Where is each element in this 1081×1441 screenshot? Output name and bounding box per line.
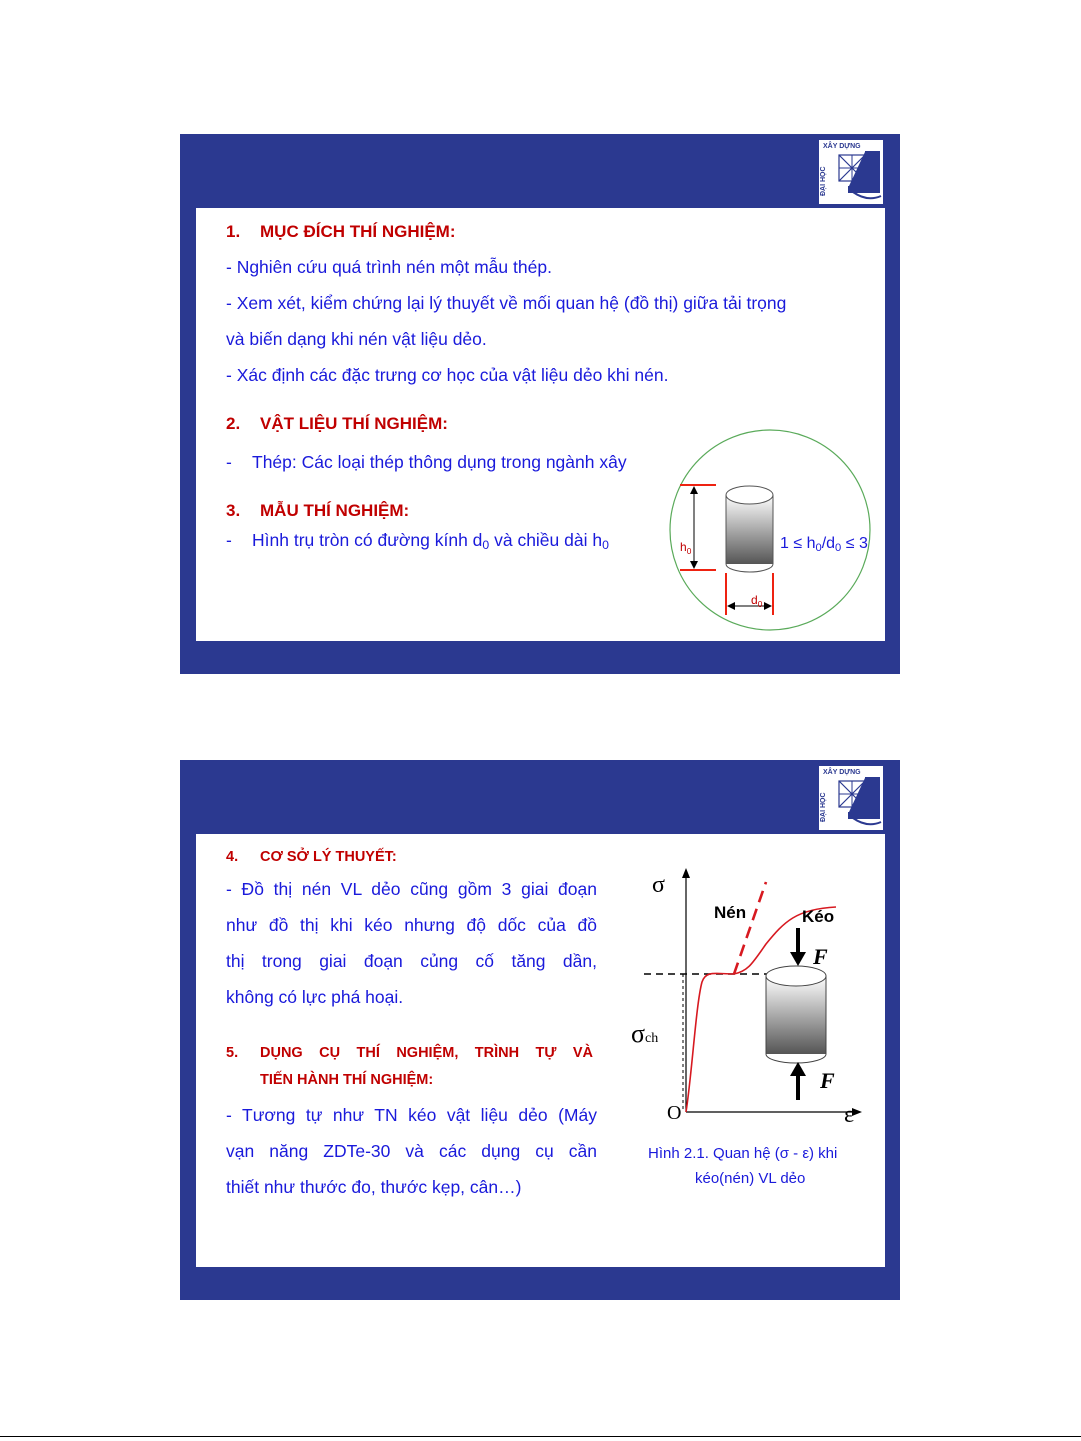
- specimen-label-h: $h_0$: [680, 540, 692, 556]
- section-4-line-4: không có lực phá hoại.: [226, 987, 404, 1007]
- page-bottom-rule: [0, 1436, 1081, 1437]
- section-5-line-2: vạn năng ZDTe-30 và các dụng cụ cần: [226, 1141, 597, 1161]
- slide-1-content: [196, 208, 885, 641]
- slide-2-content: [196, 834, 885, 1267]
- compression-label: Nén: [714, 903, 747, 922]
- section-4-line-1: - Đồ thị nén VL dẻo cũng gồm 3 giai đoạn: [226, 879, 597, 899]
- logo-text-side: ĐẠI HỌC: [820, 792, 827, 822]
- specimen-label-d: $d_0$: [751, 593, 763, 609]
- section-1-line-2: - Xem xét, kiểm chứng lại lý thuyết về mối quan hệ (đồ thị) giữa tải trọng: [226, 293, 787, 313]
- section-4-heading: 4. CƠ SỞ LÝ THUYẾT:: [226, 849, 397, 865]
- tension-label: Kéo: [802, 907, 835, 926]
- axis-label-sigma: σ: [652, 872, 665, 898]
- university-logo: [818, 765, 884, 831]
- section-5-heading-line-2: TIẾN HÀNH THÍ NGHIỆM:: [260, 1072, 434, 1088]
- section-4-line-3: thị trong giai đoạn củng cố tăng dần,: [226, 951, 597, 971]
- force-bottom-label: F: [820, 1068, 835, 1093]
- logo-text-side: ĐẠI HỌC: [820, 166, 827, 196]
- origin-label: O: [667, 1102, 682, 1124]
- section-5-line-3: thiết như thước đo, thước kẹp, cân…): [226, 1177, 522, 1197]
- section-1-heading: 1. MỤC ĐÍCH THÍ NGHIỆM:: [226, 222, 456, 241]
- section-2-heading: 2. VẬT LIỆU THÍ NGHIỆM:: [226, 414, 448, 433]
- section-4-line-2: như đồ thị khi kéo nhưng độ dốc của đồ: [226, 915, 597, 935]
- axis-label-epsilon: ε: [844, 1102, 855, 1128]
- logo-text-top: XÂY DỰNG: [823, 769, 861, 776]
- section-1-line-4: - Xác định các đặc trưng cơ học của vật liệu dẻo khi nén.: [226, 365, 669, 385]
- section-5-line-1: - Tương tự như TN kéo vật liệu dẻo (Máy: [226, 1105, 597, 1125]
- figure-caption-line-1: Hình 2.1. Quan hệ (σ - ε) khi: [648, 1145, 838, 1162]
- force-top-label: F: [813, 944, 828, 969]
- section-1-line-3: và biến dạng khi nén vật liệu dẻo.: [226, 329, 487, 349]
- university-logo: [818, 139, 884, 205]
- logo-text-top: XÂY DỰNG: [823, 143, 861, 150]
- section-1-line-1: - Nghiên cứu quá trình nén một mẫu thép.: [226, 257, 552, 277]
- section-2-line: - Thép: Các loại thép thông dụng trong ngành xây: [226, 452, 627, 472]
- figure-caption-line-2: kéo(nén) VL dẻo: [695, 1170, 806, 1187]
- specimen-ratio: $1 \le h_0/d_0 \le 3$: [780, 535, 868, 554]
- slide-1: [180, 134, 900, 674]
- section-5-heading: 5. DỤNG CỤ THÍ NGHIỆM, TRÌNH TỰ VÀ: [226, 1045, 593, 1061]
- slide-2: [180, 760, 900, 1300]
- sigma-ch-label: σch: [631, 1019, 659, 1048]
- section-3-line: - Hình trụ tròn có đường kính $d_0$ và chiều dài $h_0$: [226, 530, 609, 552]
- section-3-heading: 3. MẪU THÍ NGHIỆM:: [226, 501, 410, 520]
- compression-curve: [734, 882, 766, 974]
